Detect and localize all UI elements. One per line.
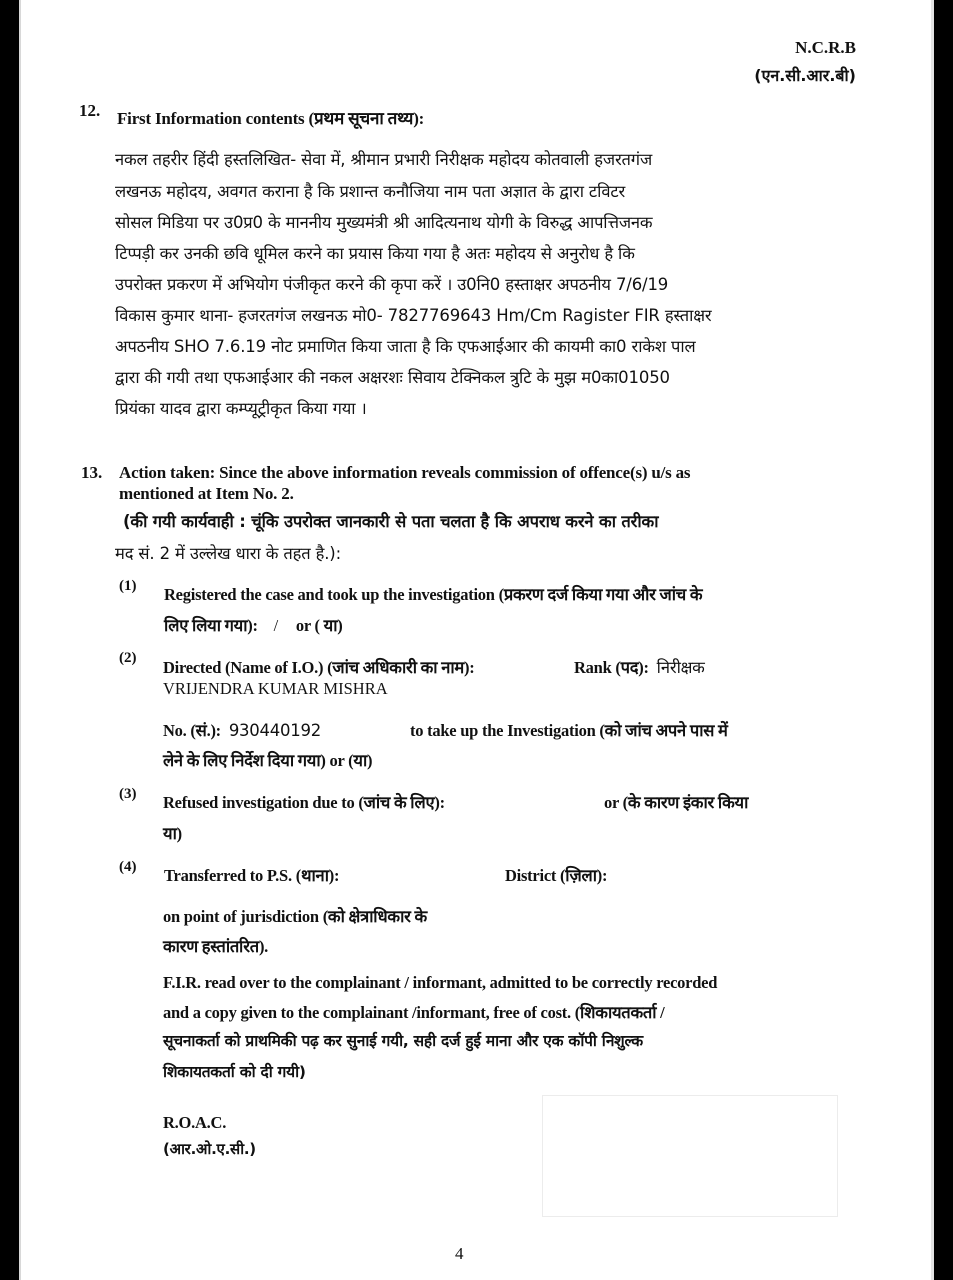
fir-note-line: शिकायतकर्ता को दी गयी) [163,1063,306,1081]
section-13-number: 13. [81,463,103,482]
document-page [19,0,934,1280]
section-13-title-line1: Action taken: Since the above information reveals commission of offence(s) u/s as [119,463,691,482]
section-12-line: सोसल मिडिया पर उ0प्र0 के माननीय मुख्यमंत्री श्री आदित्यनाथ योगी के विरुद्ध आपत्तिजनक [115,213,653,232]
item-4-number: (4) [119,859,137,875]
section-12-line: टिप्पड़ी कर उनकी छवि धूमिल करने का प्रयास किया गया है अतः महोदय से अनुरोध है कि [115,244,635,263]
section-12-title: First Information contents (प्रथम सूचना तथ्य): [117,109,425,128]
item-1-label: लिए लिया गया): [164,616,258,635]
page-edge-left [19,0,21,1280]
io-number-label: No. (सं.): [163,721,221,740]
rank-label: Rank (पद): [574,658,649,677]
section-13-hindi-line1: (की गयी कार्यवाही : चूंकि उपरोक्त जानकारी से पता चलता है कि अपराध करने का तरीका [123,512,659,531]
roac-label: R.O.A.C. [163,1113,227,1132]
page-number: 4 [455,1244,464,1263]
section-12-line: उपरोक्त प्रकरण में अभियोग पंजीकृत करने की कृपा करें । उ0नि0 हस्ताक्षर अपठनीय 7/6/19 [115,275,669,294]
section-13-title-line2: mentioned at Item No. 2. [119,484,294,503]
rank-value: निरीक्षक [656,658,705,677]
section-12-line: नकल तहरीर हिंदी हस्तलिखित- सेवा में, श्रीमान प्रभारी निरीक्षक महोदय कोतवाली हजरतगंज [115,150,653,169]
transferred-ps-label: Transferred to P.S. (थाना): [164,866,340,885]
item-1-registered-line2 [164,613,342,636]
section-13-hindi-line2: मद सं. 2 में उल्लेख धारा के तहत है.): [115,544,342,563]
page-edge-right [931,0,934,1280]
item-1-registered-line1: Registered the case and took up the investigation (प्रकरण दर्ज किया गया और जांच के [164,585,703,604]
item-1-or: or ( या) [295,616,343,635]
rank-field [574,655,705,678]
io-number-field [163,718,321,741]
fir-note-line: सूचनाकर्ता को प्राथमिकी पढ़ कर सुनाई गयी, सही दर्ज हुई माना और एक कॉपी निशुल्क [163,1032,643,1050]
section-12-number: 12. [79,101,101,120]
section-12-line: लखनऊ महोदय, अवगत कराना है कि प्रशान्त कनौजिया नाम पता अज्ञात के द्वारा टविटर [115,182,626,201]
item-1-number: (1) [119,578,137,594]
refused-or-line2: या) [163,824,182,843]
section-12-line: अपठनीय SHO 7.6.19 नोट प्रमाणित किया जाता है कि एफआईआर की कायमी का0 राकेश पाल [115,337,696,356]
fir-note-line: F.I.R. read over to the complainant / informant, admitted to be correctly recorded [163,973,718,992]
jurisdiction-line2: कारण हस्तांतरित). [163,937,269,956]
section-12-line: प्रियंका यादव द्वारा कम्प्यूट्रीकृत किया गया । [115,399,367,418]
fir-note-line: and a copy given to the complainant /informant, free of cost. (शिकायतकर्ता / [163,1003,665,1022]
section-12-line: विकास कुमार थाना- हजरतगंज लखनऊ मो0- 7827769643 Hm/Cm Ragister FIR हस्ताक्षर [115,306,712,325]
jurisdiction-line1: on point of jurisdiction (को क्षेत्राधिकार के [163,907,427,926]
refused-investigation-label: Refused investigation due to (जांच के लिए): [163,793,445,812]
io-number-value: 930440192 [228,721,322,740]
io-name-value: VRIJENDRA KUMAR MISHRA [163,679,388,698]
refused-or-line1: or (के कारण इंकार किया [604,793,749,812]
roac-label-hindi: (आर.ओ.ए.सी.) [163,1140,256,1158]
section-12-line: द्वारा की गयी तथा एफआईआर की नकल अक्षरशः सिवाय टेक्निकल त्रुटि के मुझ म0का01050 [115,368,670,387]
take-up-investigation-line1: to take up the Investigation (को जांच अपने पास में [410,721,728,740]
district-label: District (ज़िला): [505,866,608,885]
ncrb-code: N.C.R.B [795,38,856,57]
signature-box [542,1095,838,1217]
item-1-separator: / [273,616,278,635]
item-2-number: (2) [119,650,137,666]
ncrb-code-hindi: (एन.सी.आर.बी) [754,66,856,85]
io-name-label: Directed (Name of I.O.) (जांच अधिकारी का नाम): [163,658,475,677]
item-3-number: (3) [119,786,137,802]
take-up-investigation-line2: लेने के लिए निर्देश दिया गया) or (या) [163,751,373,770]
